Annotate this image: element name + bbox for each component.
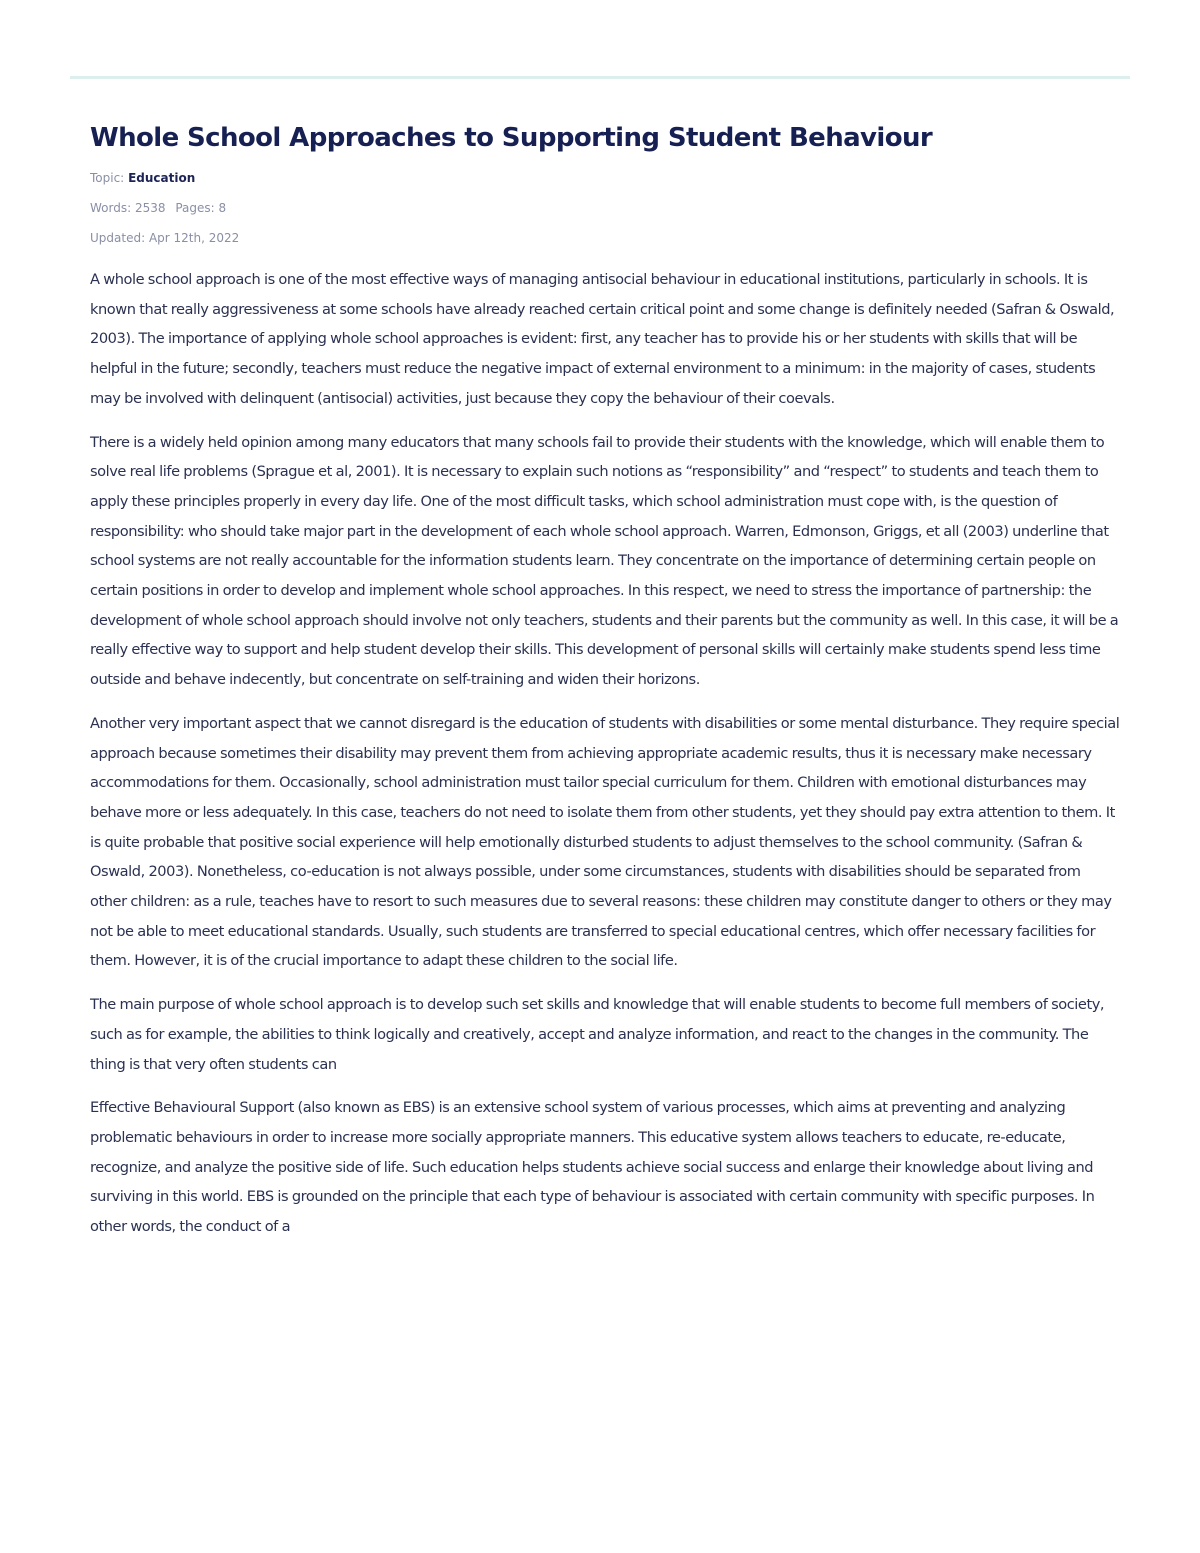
page-title: Whole School Approaches to Supporting Student Behaviour	[90, 123, 933, 153]
paragraph: A whole school approach is one of the most effective ways of managing antisocial behaviour in educational institutions, particularly in schools. It is known that really aggressiveness at some schools have already reached certain critical point and some change is definitely needed (Safran & Oswald, 2003). The importance of applying whole school approaches is evident: first, any teacher has to provide his or her students with skills that will be helpful in the future; secondly, teachers must reduce the negative impact of external environment to a minimum: in the majority of cases, students may be involved with delinquent (antisocial) activities, just because they copy the behaviour of their coevals.	[90, 271, 1115, 407]
topic-meta	[90, 170, 1120, 186]
essay-body	[90, 265, 1120, 1242]
updated-date: Apr 12th, 2022	[148, 231, 240, 245]
document-content	[90, 118, 1120, 1256]
topic-label: Topic:	[90, 171, 125, 185]
updated-meta	[90, 230, 1120, 246]
paragraph: Another very important aspect that we cannot disregard is the education of students with disabilities or some mental disturbance. They require special approach because sometimes their disability may prevent them from achieving appropriate academic results, thus it is necessary make necessary accommodations for them. Occasionally, school administration must tailor special curriculum for them. Children with emotional disturbances may behave more or less adequately. In this case, teachers do not need to isolate them from other students, yet they should pay extra attention to them. It is quite probable that positive social experience will help emotionally disturbed students to adjust themselves to the school community. (Safran & Oswald, 2003). Nonetheless, co-education is not always possible, under some circumstances, students with disabilities should be separated from other children: as a rule, teaches have to resort to such measures due to several reasons: these children may constitute danger to others or they may not be able to meet educational standards. Usually, such students are transferred to special educational centres, which offer necessary facilities for them. However, it is of the crucial importance to adapt these children to the social life.	[90, 714, 1120, 970]
words-count: 2538	[134, 201, 166, 215]
paragraph: The main purpose of whole school approach is to develop such set skills and knowledge that will enable students to become full members of society, such as for example, the abilities to think logically and creatively, accept and analyze information, and react to the changes in the community. The thing is that very often students can	[90, 996, 1105, 1073]
pages-count: 8	[218, 201, 227, 215]
top-divider	[70, 76, 1130, 79]
paragraph: Effective Behavioural Support (also known as EBS) is an extensive school system of various processes, which aims at preventing and analyzing problematic behaviours in order to increase more socially appropriate manners. This educative system allows teachers to educate, re-educate, recognize, and analyze the positive side of life. Such education helps students achieve social success and enlarge their knowledge about living and surviving in this world. EBS is grounded on the principle that each type of behaviour is associated with certain community with specific purposes. In other words, the conduct of a	[90, 1099, 1095, 1236]
paragraph: There is a widely held opinion among many educators that many schools fail to provide their students with the knowledge, which will enable them to solve real life problems (Sprague et al, 2001). It is necessary to explain such notions as “responsibility” and “respect” to students and teach them to apply these principles properly in every day life. One of the most difficult tasks, which school administration must cope with, is the question of responsibility: who should take major part in the development of each whole school approach. Warren, Edmonson, Griggs, et all (2003) underline that school systems are not really accountable for the information students learn. They concentrate on the importance of determining certain people on certain positions in order to develop and implement whole school approaches. In this respect, we need to stress the importance of partnership: the development of whole school approach should involve not only teachers, students and their parents but the community as well. In this case, it will be a really effective way to support and help student develop their skills. This development of personal skills will certainly make students spend less time outside and behave indecently, but concentrate on self-training and widen their horizons.	[90, 433, 1119, 689]
words-label: Words:	[90, 201, 132, 215]
length-meta	[90, 200, 1120, 216]
topic-link[interactable]: Education	[128, 171, 196, 185]
pages-label: Pages:	[175, 201, 215, 215]
updated-label: Updated:	[90, 231, 146, 245]
